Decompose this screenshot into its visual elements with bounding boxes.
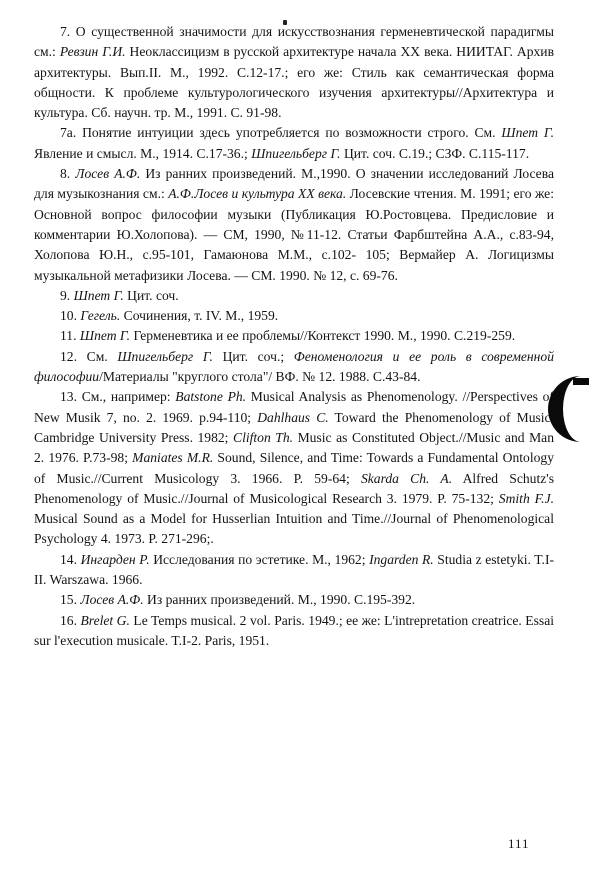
footnote-text: /Материалы "круглого стола"/ ВФ. № 12. 1988. С.43-84. [99, 369, 421, 385]
footnote-italic-ref: Clifton Th. [233, 429, 294, 445]
footnote-text: 7а. Понятие интуиции здесь употребляется по возможности строго. См. [60, 125, 502, 141]
footnote-italic-ref: Лосев А.Ф. [75, 166, 141, 182]
footnotes-list [34, 22, 554, 651]
footnote-text: 11. [60, 328, 80, 344]
footnote-text: Исследования по эстетике. М., 1962; [149, 551, 370, 567]
footnote-text: Из ранних произведений. М.,1990. О значении исследований Лосева для музыкознания см.: [34, 166, 554, 202]
footnote-text: 14. [60, 551, 81, 567]
footnote-text: Герменевтика и ее проблемы//Контекст 1990. М., 1990. С.219-259. [130, 328, 516, 344]
footnote-text: Неоклассицизм в русской архитектуре начала XX века. НИИТАГ. Архив архитектуры. Вып.II. М., 1992. С.12-17.; его же: Стиль как семантическая форма общности. К проблеме культурологического изучения архитектуры//Архитектура и культура. Сб. научн. тр. М., 1991. С. 91-98. [34, 44, 555, 121]
footnote-text: 12. См. [60, 348, 118, 364]
footnote [34, 164, 554, 286]
footnote-text: Цит. соч. С.19.; СЗФ. С.115-117. [340, 145, 530, 161]
footnote [34, 550, 554, 591]
footnote [34, 590, 554, 610]
footnote-text: Studia z estetyki. T.I-II. Warszawa. 1966. [34, 551, 554, 588]
footnote [34, 387, 554, 549]
footnote-text: Music as Constituted Object.//Music and Man 2. 1976. P.73-98; [34, 429, 554, 466]
footnote [34, 611, 554, 652]
binding-clip-mark-tail [573, 378, 589, 385]
footnote-text: 8. [60, 166, 76, 182]
footnote [34, 286, 554, 306]
footnote-italic-ref: Ревзин Г.И. [59, 44, 126, 60]
footnote-italic-ref: Шпет Г. [501, 125, 554, 141]
footnote-italic-ref: Шпет Г. [79, 328, 131, 344]
footnote-italic-ref: Skarda Ch. A. [360, 470, 453, 486]
footnote-text: Из ранних произведений. М., 1990. С.195-392. [143, 592, 416, 608]
footnote-italic-ref: Dahlhaus C. [257, 409, 329, 425]
footnote-text: Цит. соч.; [212, 348, 294, 364]
footnote-text: 16. [60, 612, 81, 628]
footnote [34, 306, 554, 326]
footnote-text: 15. [60, 592, 81, 608]
footnote [34, 22, 554, 123]
footnote [34, 123, 554, 164]
footnote-italic-ref: Шпигельберг Г. [251, 145, 341, 161]
footnote-italic-ref: Шпигельберг Г. [117, 348, 213, 364]
footnote-italic-ref: Гегель. [80, 308, 121, 324]
footnote-italic-ref: А.Ф.Лосев и культура XX века. [168, 186, 347, 202]
footnote-text: Сочинения, т. IV. М., 1959. [120, 308, 279, 324]
footnote-text: Sound, Silence, and Time: Towards a Fundamental Ontology of Music.//Current Musicology 3. 1966. P. 59-64; [34, 450, 554, 486]
footnote-text: Le Temps musical. 2 vol. Paris. 1949.; ее же: L'intrepretation creatrice. Essai sur l'execution musicale. T.I-2. Paris, 1951. [34, 612, 555, 648]
footnote-text: Явление и смысл. М., 1914. С.17-36.; [34, 145, 252, 161]
footnote-text: 13. См., например: [60, 389, 176, 405]
footnote-text: 9. [60, 287, 74, 303]
footnote-text: Musical Analysis as Phenomenology. //Perspectives of New Musik 7, no. 2. 1969. p.94-110; [34, 389, 554, 425]
page-number: 111 [508, 836, 530, 851]
footnote-italic-ref: Ингарден Р. [80, 551, 150, 567]
footnote-italic-ref: Maniates M.R. [132, 450, 214, 466]
footnote-italic-ref: Smith F.J. [498, 490, 554, 506]
footnote-text: Musical Sound as a Model for Husserlian Intuition and Time.//Journal of Phenomenological Psychology 4. 1973. P. 271-296;. [34, 511, 554, 547]
footnote-text: Toward the Phenomenology of Music. Cambridge University Press. 1982; [34, 409, 554, 445]
footnote-italic-ref: Лосев А.Ф. [80, 592, 144, 608]
footnote-text: Лосевские чтения. М. 1991; его же: Основной вопрос философии музыки (Публикация Ю.Ростовцева. Предисловие и комментарии Ю.Холопова). — СМ, 1990, №11-12. Статьи Фарбштейна А.А., с.83-94, Холопова Ю.Н., с.95-101, Гамаюнова М.М., с.102- 105; Вермайер А. Логицизмы музыкальной метафизики Лосева. — СМ. 1990. № 12, с. 69-76. [34, 186, 554, 283]
binding-clip-mark [548, 376, 588, 442]
footnote-text: 10. [60, 308, 81, 324]
footnote-text: 7. О существенной значимости для искусствознания герменевтической парадигмы см.: [34, 24, 554, 60]
footnote-italic-ref: Brelet G. [80, 612, 130, 628]
footnote [34, 326, 554, 346]
footnote-italic-ref: Ingarden R. [369, 551, 434, 567]
footnote-text: Цит. соч. [123, 287, 179, 303]
footnote-text: Alfred Schutz's Phenomenology of Music.//Journal of Musicological Research 3. 1979. P. 75-132; [34, 470, 554, 506]
footnote-italic-ref: Batstone Ph. [175, 389, 247, 405]
footnote [34, 347, 554, 388]
footnote-italic-ref: Шпет Г. [73, 287, 124, 303]
footnote-italic-ref: Феноменология и ее роль в современной философии [34, 348, 554, 385]
